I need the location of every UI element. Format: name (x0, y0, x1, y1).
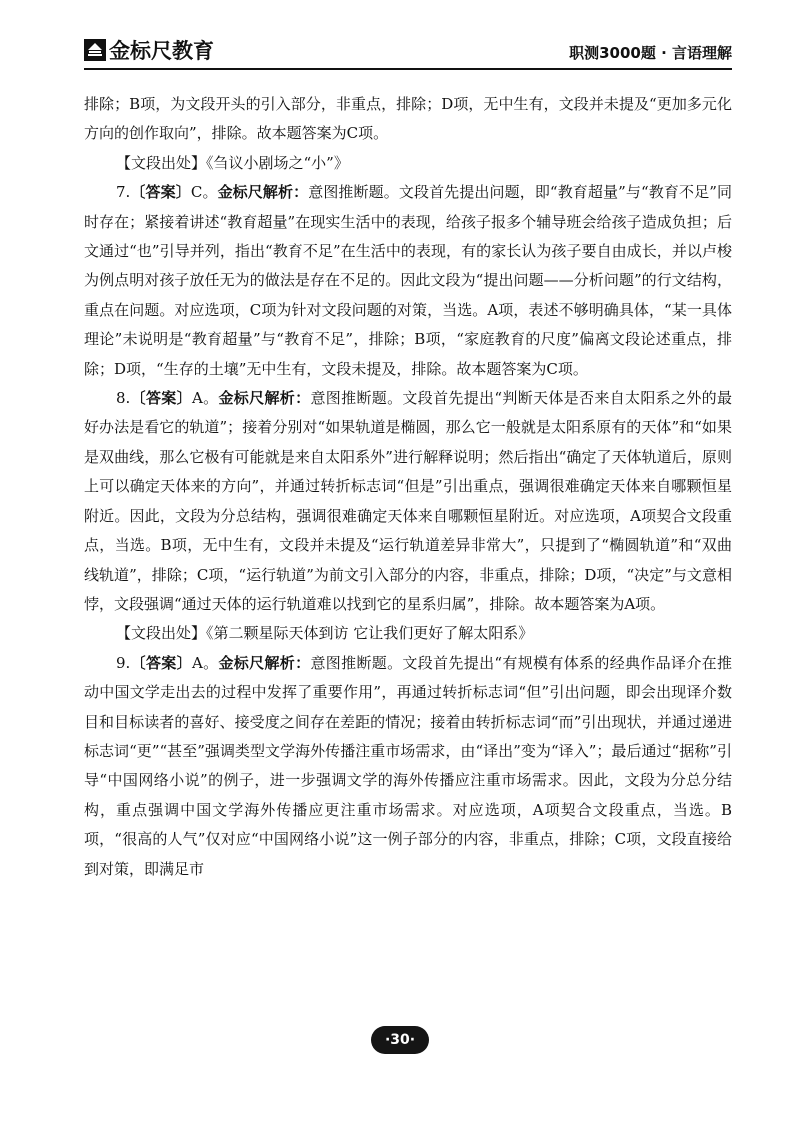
analysis-text: 意图推断题。文段首先提出“有规模有体系的经典作品译介在推动中国文学走出去的过程中发挥了重要作用”，再通过转折标志词“但”引出问题，即会出现译介数目和目标读者的喜好、接受度之间存在差距的情况；接着由转折标志词“而”引出现状，并通过递进标志词“更”“甚至”强调类型文学海外传播注重市场需求，由“译出”变为“译入”；最后通过“据称”引导“中国网络小说”的例子，进一步强调文学的海外传播应注重市场需求。因此，文段为分总分结构，重点强调中国文学海外传播应更注重市场需求。对应选项，A项契合文段重点，当选。B项，“很高的人气”仅对应“中国网络小说”这一例子部分的内容，非重点，排除；C项，文段直接给到对策，即满足市 (84, 653, 732, 878)
analysis-label: 金标尺解析： (218, 653, 311, 672)
analysis-label: 金标尺解析： (217, 183, 309, 202)
answer-value: A。 (191, 389, 219, 408)
page-number: ·30· (371, 1026, 429, 1054)
brand-name: 金标尺教育 (109, 39, 214, 63)
answer-label: 〔答案〕 (130, 653, 192, 672)
question-number: 7. (116, 183, 131, 202)
question-number: 9. (116, 653, 131, 672)
logo-icon (84, 39, 106, 61)
brand-logo (84, 36, 214, 64)
answer-value: C。 (190, 183, 218, 202)
source-citation: 【文段出处】《刍议小剧场之“小”》 (116, 153, 349, 172)
answer-label: 〔答案〕 (130, 183, 191, 202)
source-citation: 【文段出处】《第二颗星际天体到访 它让我们更好了解太阳系》 (116, 624, 534, 643)
answer-value: A。 (191, 653, 219, 672)
page-content (84, 90, 732, 884)
question-8-explanation (84, 384, 732, 619)
book-title: 职测3000题 · 言语理解 (569, 44, 732, 62)
analysis-label: 金标尺解析： (218, 389, 311, 408)
answer-label: 〔答案〕 (130, 389, 192, 408)
question-number: 8. (116, 389, 131, 408)
page-header (84, 34, 732, 70)
question-7-explanation (84, 178, 732, 384)
paragraph-continuation: 排除；B项，为文段开头的引入部分，非重点，排除；D项，无中生有，文段并未提及“更加多元化方向的创作取向”，排除。故本题答案为C项。 (84, 95, 732, 143)
analysis-text: 意图推断题。文段首先提出“判断天体是否来自太阳系之外的最好办法是看它的轨道”；接着分别对“如果轨道是椭圆，那么它一般就是太阳系原有的天体”和“如果是双曲线，那么它极有可能就是来自太阳系外”进行解释说明；然后指出“确定了天体轨道后，原则上可以确定天体来的方向”，并通过转折标志词“但是”引出重点，强调很难确定天体来自哪颗恒星附近。因此，文段为分总结构，强调很难确定天体来自哪颗恒星附近。对应选项，A项契合文段重点，当选。B项，无中生有，文段并未提及“运行轨道差异非常大”，只提到了“椭圆轨道”和“双曲线轨道”，排除；C项，“运行轨道”为前文引入部分的内容，非重点，排除；D项，“决定”与文意相悖，文段强调“通过天体的运行轨道难以找到它的星系归属”，排除。故本题答案为A项。 (84, 389, 732, 613)
question-9-explanation (84, 649, 732, 884)
analysis-text: 意图推断题。文段首先提出问题，即“教育超量”与“教育不足”同时存在；紧接着讲述“教育超量”在现实生活中的表现，给孩子报多个辅导班会给孩子造成负担；后文通过“也”引导并列，指出“教育不足”在生活中的表现，有的家长认为孩子要自由成长，并以卢梭为例点明对孩子放任无为的做法是存在不足的。因此文段为“提出问题——分析问题”的行文结构，重点在问题。对应选项，C项为针对文段问题的对策，当选。A项，表述不够明确具体，“某一具体理论”未说明是“教育超量”与“教育不足”，排除；B项，“家庭教育的尺度”偏离文段论述重点，排除；D项，“生存的土壤”无中生有，文段未提及，排除。故本题答案为C项。 (84, 183, 732, 378)
